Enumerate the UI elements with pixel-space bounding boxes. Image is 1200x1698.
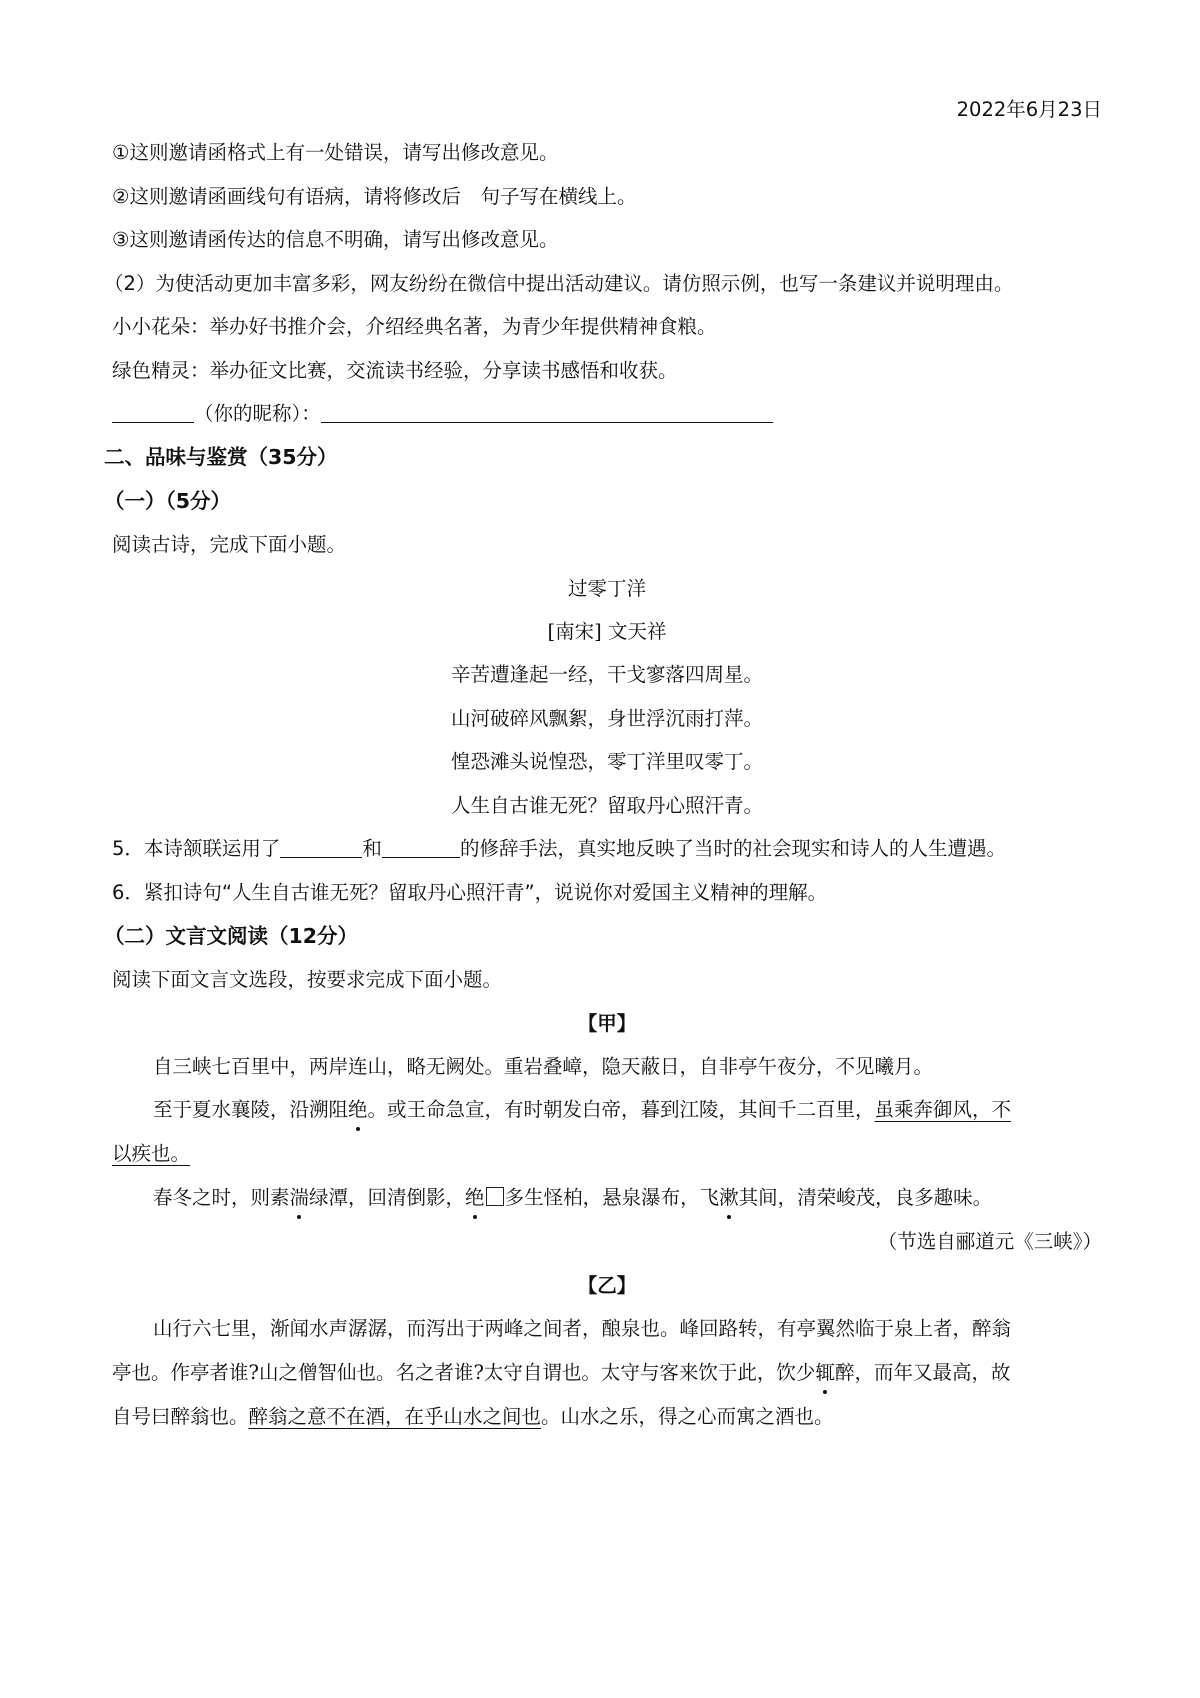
subsection-1-title: （一）（5分） — [104, 489, 232, 513]
text-run: 。或王命急宣，有时朝发白帝，暮到江陵，其间千二百里， — [367, 1098, 875, 1121]
question-5-prefix: 5．本诗颔联运用了 — [112, 837, 281, 860]
dotted-word: 绝 — [465, 1184, 485, 1212]
subsection-2-intro: 阅读下面文言文选段，按要求完成下面小题。 — [112, 968, 503, 991]
dotted-word: 湍 — [290, 1184, 310, 1212]
suggestion-blank[interactable] — [321, 404, 773, 423]
poem-title: 过零丁洋 — [567, 577, 646, 600]
text-run: 至于夏水襄陵，沿溯阻 — [153, 1098, 349, 1121]
passage-jia-paragraph-2-cont — [112, 1140, 190, 1168]
text-run: 绿潭，回清倒影， — [309, 1186, 466, 1209]
dotted-word: 辄 — [815, 1359, 835, 1387]
underlined-sentence: 醉翁之意不在酒，在乎山水之间也 — [248, 1405, 542, 1428]
rhetoric-blank-1[interactable] — [280, 839, 362, 858]
text-run: 其间，清荣峻茂，良多趣味。 — [738, 1186, 993, 1209]
passage-yi-line-2 — [112, 1359, 1010, 1387]
subsection-1-intro: 阅读古诗，完成下面小题。 — [112, 533, 347, 556]
poem-line: 山河破碎风飘絮，身世浮沉雨打萍。 — [450, 707, 763, 730]
answer-line — [112, 400, 773, 428]
subsection-2-title: （二）文言文阅读（12分） — [104, 924, 359, 948]
passage-yi-line-3 — [112, 1403, 834, 1431]
passage-yi-line-1: 山行六七里，渐闻水声潺潺，而泻出于两峰之间者，酿泉也。峰回路转，有亭翼然临于泉上者，醉翁 — [153, 1317, 1012, 1340]
example-suggestion-1: 小小花朵：举办好书推介会，介绍经典名著，为青少年提供精神食粮。 — [112, 315, 717, 338]
text-run: 自号曰醉翁也。 — [112, 1405, 249, 1428]
poem-author: [南宋] 文天祥 — [547, 620, 667, 643]
text-run: 。山水之乐，得之心而寓之酒也。 — [541, 1405, 834, 1428]
poem-line: 辛苦遭逢起一经，干戈寥落四周星。 — [450, 663, 763, 686]
letter-date: 2022年6月23日 — [956, 98, 1102, 121]
passage-jia-source: （节选自郦道元《三峡》） — [877, 1230, 1102, 1253]
question-item-3: ③这则邀请函传达的信息不明确，请写出修改意见。 — [112, 228, 559, 251]
passage-yi-label: 【乙】 — [577, 1274, 637, 1297]
passage-jia-paragraph-3 — [153, 1184, 992, 1212]
passage-jia-paragraph-1: 自三峡七百里中，两岸连山，略无阙处。重岩叠嶂，隐天蔽日，自非亭午夜分，不见曦月。 — [153, 1055, 934, 1078]
nickname-blank[interactable] — [112, 404, 194, 423]
poem-line: 惶恐滩头说惶恐，零丁洋里叹零丁。 — [450, 750, 763, 773]
dotted-word: 漱 — [719, 1184, 739, 1212]
question-5 — [112, 835, 1006, 863]
question-6: 6．紧扣诗句“人生自古谁无死？留取丹心照汗青”，说说你对爱国主义精神的理解。 — [112, 881, 828, 904]
text-run: 醉，而年又最高，故 — [834, 1361, 1011, 1384]
passage-jia-paragraph-2 — [153, 1096, 1011, 1124]
question-item-1: ①这则邀请函格式上有一处错误，请写出修改意见。 — [112, 141, 559, 164]
underlined-sentence: 虽乘奔御风，不 — [874, 1098, 1012, 1121]
missing-character-box — [486, 1187, 504, 1206]
text-run: 多生怪柏，悬泉瀑布，飞 — [504, 1186, 720, 1209]
question-2: （2）为使活动更加丰富多彩，网友纷纷在微信中提出活动建议。请仿照示例，也写一条建议并说明理由。 — [104, 272, 1014, 295]
section-title: 二、品味与鉴赏（35分） — [104, 445, 338, 469]
example-suggestion-2: 绿色精灵：举办征文比赛，交流读书经验，分享读书感悟和收获。 — [112, 359, 678, 382]
rhetoric-blank-2[interactable] — [382, 839, 460, 858]
underlined-sentence: 以疾也。 — [112, 1142, 191, 1165]
question-5-mid: 和 — [362, 837, 382, 860]
text-run: 春冬之时，则素 — [153, 1186, 290, 1209]
nickname-label: （你的昵称）： — [194, 402, 321, 425]
text-run: 亭也。作亭者谁?山之僧智仙也。名之者谁?太守自谓也。太守与客来饮于此，饮少 — [112, 1361, 816, 1384]
question-item-2: ②这则邀请函画线句有语病，请将修改后 句子写在横线上。 — [112, 185, 637, 208]
question-5-suffix: 的修辞手法，真实地反映了当时的社会现实和诗人的人生遭遇。 — [459, 837, 1006, 860]
poem-line: 人生自古谁无死？留取丹心照汗青。 — [450, 794, 763, 817]
dotted-word: 绝 — [348, 1096, 368, 1124]
passage-jia-label: 【甲】 — [577, 1012, 637, 1035]
